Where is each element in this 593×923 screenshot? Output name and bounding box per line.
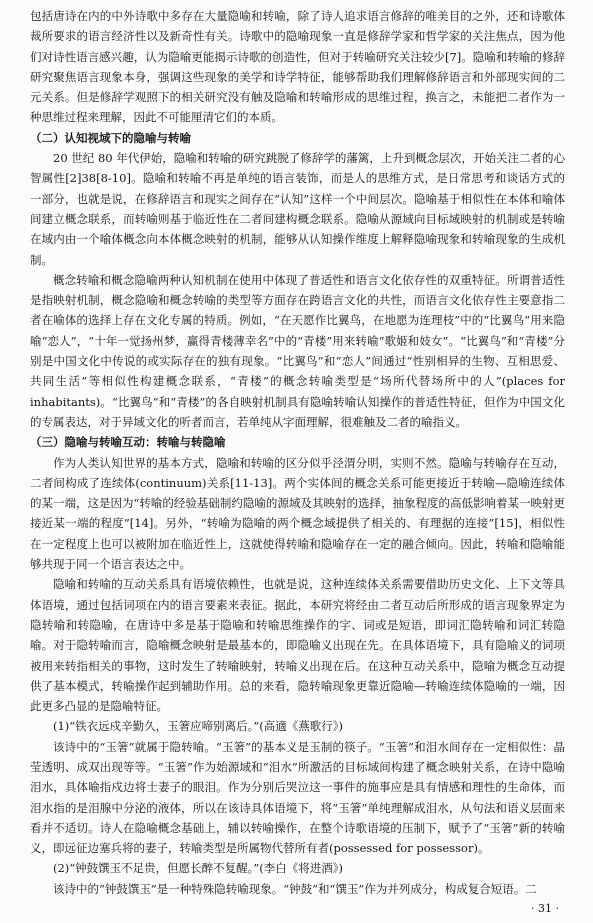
paragraph-3: 概念转喻和概念隐喻两种认知机制在使用中体现了普适性和语言文化依存性的双重特征。所谓普适性是指映射机制，概念隐喻和概念转喻的类型等方面存在跨语言文化的共性，而语言文化依存性主要意指二者在喻体的选择上存在文化专属的特质。例如，“在天愿作比翼鸟，在地愿为连理枝”中的“比翼鸟”用来隐喻“恋人”，“十年一觉扬州梦，赢得青楼薄幸名”中的“青楼”用来转喻“歌姬和妓女”。“比翼鸟”和“青楼”分别是中国文化中传说的或实际存在的独有现象。“比翼鸟”和“恋人”间通过“性别相异的生物、互相思爱、共同生活”等相似性构建概念联系，“青楼”的概念转喻类型是“场所代替场所中的人”(places for inhabitants)。“比翼鸟”和“青楼”的各自映射机制具有隐喻转喻认知操作的普适性特征，但作为中国文化的专属表达，对于异域文化的听者而言，若单纯从字面理解，很难触及二者的喻指义。 bbox=[30, 272, 565, 429]
paragraph-5: 隐喻和转喻的互动关系具有语境依赖性，也就是说，这种连续体关系需要借助历史文化、上下文等具体语境，通过包括词项在内的语言要素来表征。据此，本研究将经由二者互动后所形成的语言现象界定为隐转喻和转隐喻，在唐诗中多是基于隐喻和转喻思维操作的字、词或是短语，即词汇隐转喻和词汇转隐喻。对于隐转喻而言，隐喻概念映射是最基本的，即隐喻义出现在先。在具体语境下，具有隐喻义的词项被用来转指相关的事物，这时发生了转喻映射，转喻义出现在后。在这种互动关系中，隐喻为概念互动提供了基本模式，转喻操作起到辅助作用。总的来看，隐转喻现象更靠近隐喻—转喻连续体隐喻的一端，因此更多凸显的是隐喻特征。 bbox=[30, 577, 565, 714]
paragraph-1: 包括唐诗在内的中外诗歌中多存在大量隐喻和转喻，除了诗人追求语言修辞的唯美目的之外，还和诗歌体裁所要求的语言经济性以及新奇性有关。诗歌中的隐喻现象一直是修辞学家和哲学家的关注焦点，因为他们对诗性语言感兴趣，认为隐喻更能揭示诗歌的创造性，但对于转喻研究关注较少[7]。隐喻和转喻的修辞研究聚焦语言现象本身，强调这些现象的美学和诗学特征，能够帮助我们理解修辞语言和外部现实间的二元关系。但是修辞学观照下的相关研究没有触及隐喻和转喻形成的思维过程，换言之，未能把二者作为一种思维过程来理解，因此不可能厘清它们的本质。 bbox=[30, 9, 565, 125]
paragraph-6: 该诗中的“玉箸”就属于隐转喻。“玉箸”的基本义是玉制的筷子。“玉箸”和泪水间存在一定相似性：晶莹透明、成双出现等等。“玉箸”作为始源域和“泪水”所激活的目标域间构建了概念映射关系，在诗中隐喻泪水，具体喻指戍边将士妻子的眼泪。作为分别后哭泣这一事件的施事应是具有情感和理性的生命体，而泪水指的是泪腺中分泌的液体，所以在该诗具体语境下，将“玉箸”单纯理解成泪水，从句法和语义层面来看并不适切。诗人在隐喻概念基础上，辅以转喻操作，在整个诗歌语境的压制下，赋予了“玉箸”新的转喻义，即远征边塞兵将的妻子，转喻类型是所属物代替所有者(possessed for possessor)。 bbox=[30, 739, 565, 856]
paragraph-4: 作为人类认知世界的基本方式，隐喻和转喻的区分似乎泾渭分明，实则不然。隐喻与转喻存在互动，二者间构成了连续体(continuum)关系[11-13]。两个实体间的概念关系可能更接近于转喻—隐喻连续体的某一端，这是因为“转喻的经验基础制约隐喻的源域及其映射的选择，抽象程度的高低影响着某一映射更接近某一端的程度”[14]。另外，“转喻为隐喻的两个概念域提供了相关的、有理据的连接”[15]，相似性在一定程度上也可以被附加在临近性上，这就使得转喻和隐喻存在一定的融合倾向。因此，转喻和隐喻能够共现于同一个语言表达之中。 bbox=[30, 455, 565, 572]
article-body bbox=[30, 6, 565, 899]
paragraph-2: 20 世纪 80 年代伊始，隐喻和转喻的研究跳脱了修辞学的藩篱，上升到概念层次，开始关注二者的心智属性[2]38[8-10]。隐喻和转喻不再是单纯的语言装饰，而是人的思维方式，是日常思考和谈话方式的一部分，也就是说，在修辞语言和现实之间存在“认知”这样一个中间层次。隐喻基于相似性在本体和喻体间建立概念联系，而转喻则基于临近性在二者间建构概念联系。隐喻从源域向目标域映射的机制或是转喻在域内由一个喻体概念向本体概念映射的机制，能够从认知操作维度上解释隐喻现象和转喻现象的生成机制。 bbox=[30, 151, 565, 267]
section-heading-3: （三）隐喻与转喻互动：转喻与转隐喻 bbox=[30, 435, 226, 450]
page-number: · 31 · bbox=[531, 902, 559, 915]
section-heading-2: （二）认知视域下的隐喻与转喻 bbox=[30, 130, 191, 145]
paragraph-7: 该诗中的“钟鼓馔玉”是一种特殊隐转喻现象。“钟鼓”和“馔玉”作为并列成分，构成复合短语。二 bbox=[53, 881, 537, 896]
example-1-quote: (1)“铁衣远戍辛勤久，玉箸应啼别离后。”(高適《燕歌行》) bbox=[53, 719, 344, 734]
example-2-quote: (2)“钟鼓馔玉不足贵，但愿长醉不复醒。”(李白《将进酒》) bbox=[53, 861, 344, 876]
